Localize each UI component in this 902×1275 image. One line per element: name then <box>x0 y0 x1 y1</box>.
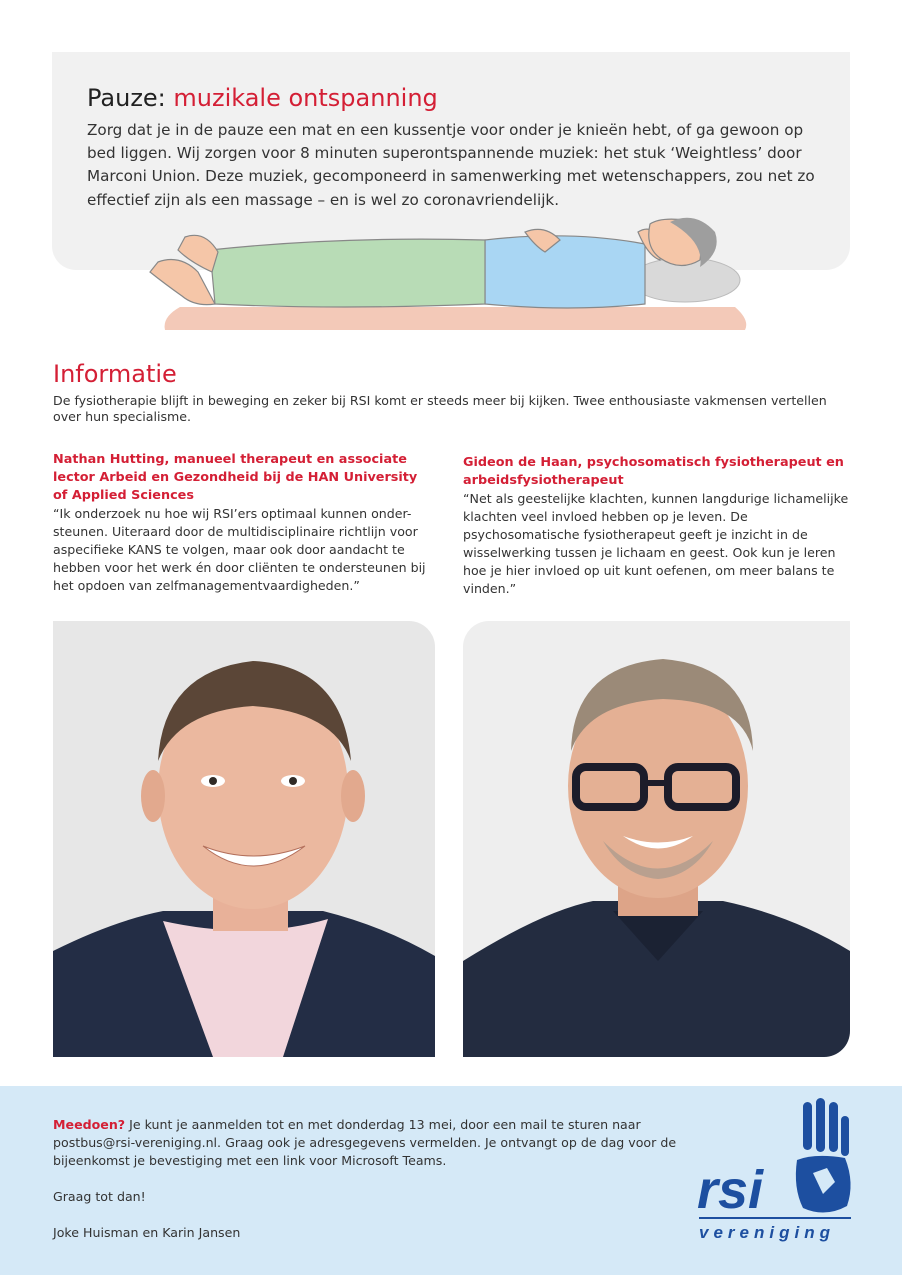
expert-column-gideon <box>463 454 853 598</box>
expert-quote: “Net als geestelijke klachten, kunnen langdurige lichamelijke klachten veel invloed hebben op je leven. De psychosomatische fysiotherapeut geeft je inzicht in de wisselwerking tussen je lichaam en geest. Ook kun je leren hoe je hier invloed op uit kunt oefenen, om meer balans te vinden.” <box>463 491 849 596</box>
pauze-title-accent: muzikale ontspanning <box>173 84 438 112</box>
informatie-title: Informatie <box>53 360 177 388</box>
expert-heading: Gideon de Haan, psychosomatisch fysiotherapeut en arbeidsfysiotherapeut <box>463 455 844 488</box>
logo-subtitle-text: vereniging <box>699 1223 835 1242</box>
photo-gideon-de-haan <box>463 621 850 1057</box>
pauze-title <box>87 84 438 112</box>
informatie-intro: De fysiotherapie blijft in beweging en zeker bij RSI komt er steeds meer bij kijken. Twee enthousiaste vakmensen vertellen over hun specialisme. <box>53 393 827 424</box>
footer-register-text <box>53 1116 693 1170</box>
rsi-vereniging-logo <box>695 1098 855 1244</box>
lying-person-illustration <box>140 212 760 337</box>
footer-signature: Joke Huisman en Karin Jansen <box>53 1225 241 1240</box>
footer-body: Je kunt je aanmelden tot en met donderdag 13 mei, door een mail te sturen naar postbus@rsi-vereniging.nl. Graag ook je adresgegevens vermelden. Je ontvangt op de dag voor de bijeenkomst je bevestiging met een link voor Microsoft Teams. <box>53 1117 677 1168</box>
logo-brand-text: rsi <box>697 1160 764 1220</box>
footer-lead: Meedoen? <box>53 1117 126 1132</box>
pauze-title-prefix: Pauze: <box>87 84 174 112</box>
pauze-text: Zorg dat je in de pauze een mat en een kussentje voor onder je knieën hebt, of ga gewoon op bed liggen. Wij zorgen voor 8 minuten superontspannende muziek: het stuk ‘Weightless’ door Marconi Union. Deze muziek, gecomponeerd in samenwerking met wetenschappers, zou net zo effectief zijn als een massage – en is wel zo coronavriendelijk. <box>87 121 815 209</box>
photo-nathan-hutting <box>53 621 435 1057</box>
expert-quote: “Ik onderzoek nu hoe wij RSI’ers optimaal kunnen onder-steunen. Uiteraard door de multidisciplinaire richtlijn voor aspecifieke KANS te volgen, maar ook door aandacht te hebben voor het werk én door cliënten te ondersteunen bij het opdoen van zelfmanagementvaardigheden.” <box>53 506 426 593</box>
expert-heading: Nathan Hutting, manueel therapeut en associate lector Arbeid en Gezondheid bij de HAN University of Applied Sciences <box>53 452 418 503</box>
expert-column-nathan <box>53 451 433 595</box>
footer-text <box>53 1116 693 1242</box>
footer-closing: Graag tot dan! <box>53 1189 146 1204</box>
